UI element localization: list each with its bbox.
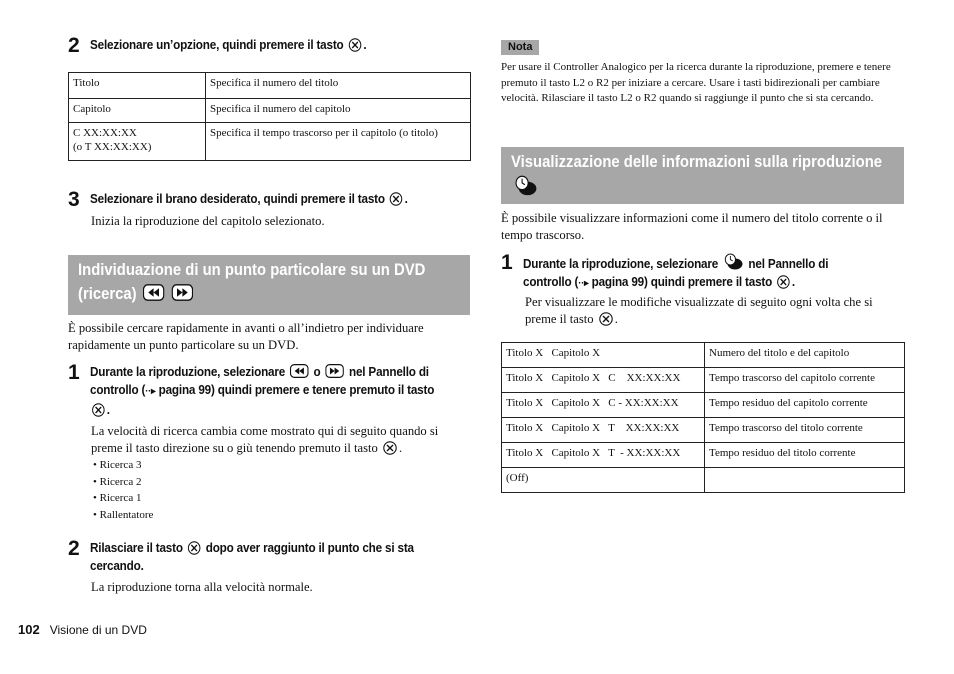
- step-body: Per visualizzare le modifiche visualizzate di seguito ogni volta che si preme il tasto .: [525, 295, 873, 326]
- step-release-button: [68, 539, 471, 575]
- table-row: [502, 343, 905, 368]
- step-select-chapter: [68, 190, 471, 210]
- table-cell: Titolo X Capitolo X: [502, 343, 705, 368]
- display-info-table: [501, 342, 905, 493]
- table-cell: Titolo X Capitolo X C - XX:XX:XX: [502, 393, 705, 418]
- page-reference-arrow-icon: ··▸: [578, 278, 589, 289]
- step-number: 1: [68, 361, 80, 384]
- info-display-icon: [513, 175, 538, 197]
- rewind-icon: [290, 364, 309, 378]
- page-reference-arrow-icon: ··▸: [145, 386, 156, 397]
- table-cell: Numero del titolo e del capitolo: [705, 343, 905, 368]
- cross-button-icon: [348, 38, 361, 52]
- fast-forward-icon: [172, 284, 194, 301]
- section-header-info: [501, 147, 904, 204]
- table-cell: (Off): [502, 468, 705, 493]
- table-cell: Specifica il numero del capitolo: [206, 99, 471, 123]
- rewind-icon: [143, 284, 165, 301]
- table-cell: Tempo residuo del capitolo corrente: [705, 393, 905, 418]
- step-select-option: [68, 36, 471, 56]
- cross-button-icon: [92, 403, 105, 417]
- table-cell: C XX:XX:XX (o T XX:XX:XX): [69, 123, 206, 161]
- section-header-search: [68, 255, 470, 315]
- list-item: • Ricerca 2: [93, 474, 153, 491]
- step-number: 3: [68, 188, 80, 211]
- page-footer: [18, 622, 147, 637]
- table-row: [502, 443, 905, 468]
- table-row: [502, 393, 905, 418]
- step-title: Durante la riproduzione, selezionare nel Pannello di controllo (··▸ pagina 99) quindi premere il tasto .: [523, 253, 878, 293]
- list-item: • Rallentatore: [93, 507, 153, 524]
- table-cell: [705, 468, 905, 493]
- step-title: Selezionare il brano desiderato, quindi premere il tasto .: [90, 192, 408, 206]
- cross-button-icon: [599, 312, 613, 326]
- cross-button-icon: [383, 441, 397, 455]
- table-cell: Titolo: [69, 73, 206, 99]
- options-table: [68, 72, 471, 161]
- search-speed-list: [93, 457, 153, 523]
- section-title: Individuazione di un punto particolare su un DVD (ricerca): [78, 261, 426, 303]
- step-number: 1: [501, 251, 513, 274]
- table-cell: Specifica il tempo trascorso per il capitolo (o titolo): [206, 123, 471, 161]
- step-display-info: [501, 253, 905, 293]
- cross-button-icon: [777, 275, 790, 289]
- table-row: [502, 418, 905, 443]
- page-number: 102: [18, 622, 40, 637]
- cross-button-icon: [188, 541, 201, 555]
- list-item: • Ricerca 3: [93, 457, 153, 474]
- table-cell: Capitolo: [69, 99, 206, 123]
- table-cell: Tempo trascorso del titolo corrente: [705, 418, 905, 443]
- table-cell: Titolo X Capitolo X C XX:XX:XX: [502, 368, 705, 393]
- table-row: [69, 73, 471, 99]
- step-title: Rilasciare il tasto dopo aver raggiunto il punto che si sta cercando.: [90, 541, 414, 573]
- section-title: Visualizzazione delle informazioni sulla riproduzione: [511, 153, 883, 171]
- step-title: Selezionare un’opzione, quindi premere il tasto .: [90, 38, 367, 52]
- section-intro: È possibile visualizzare informazioni come il numero del titolo corrente o il tempo trascorso.: [501, 211, 883, 242]
- fast-forward-icon: [325, 364, 344, 378]
- table-row: [502, 368, 905, 393]
- table-cell: Specifica il numero del titolo: [206, 73, 471, 99]
- table-cell: Tempo trascorso del capitolo corrente: [705, 368, 905, 393]
- step-body: Inizia la riproduzione del capitolo selezionato.: [91, 214, 325, 228]
- table-row: [502, 468, 905, 493]
- cross-button-icon: [390, 192, 403, 206]
- info-display-icon: [723, 253, 743, 271]
- step-start-search: [68, 363, 471, 419]
- section-intro: È possibile cercare rapidamente in avanti o all’indietro per individuare rapidamente un punto particolare su un DVD.: [68, 321, 424, 352]
- table-cell: Titolo X Capitolo X T XX:XX:XX: [502, 418, 705, 443]
- table-row: [69, 123, 471, 161]
- list-item: • Ricerca 1: [93, 490, 153, 507]
- step-body: La riproduzione torna alla velocità normale.: [91, 580, 313, 594]
- step-body: La velocità di ricerca cambia come mostrato qui di seguito quando si preme il tasto direzione su o giù tenendo premuto il tasto .: [91, 424, 439, 455]
- note-label: Nota: [501, 40, 539, 55]
- note-text: Per usare il Controller Analogico per la ricerca durante la riproduzione, premere e tenere premuto il tasto L2 o R2 per iniziare a cercare. Usare i tasti bidirezionali per cambiare velocità. Rilasciare il tasto L2 o R2 quando si raggiunge il punto che si sta cercando.: [501, 61, 891, 104]
- table-cell: Titolo X Capitolo X T - XX:XX:XX: [502, 443, 705, 468]
- footer-section: Visione di un DVD: [49, 623, 147, 637]
- table-row: [69, 99, 471, 123]
- step-number: 2: [68, 537, 80, 560]
- table-cell: Tempo residuo del titolo corrente: [705, 443, 905, 468]
- step-title: Durante la riproduzione, selezionare o nel Pannello di controllo (··▸ pagina 99) quindi premere e tenere premuto il tasto .: [90, 365, 435, 417]
- step-number: 2: [68, 34, 80, 57]
